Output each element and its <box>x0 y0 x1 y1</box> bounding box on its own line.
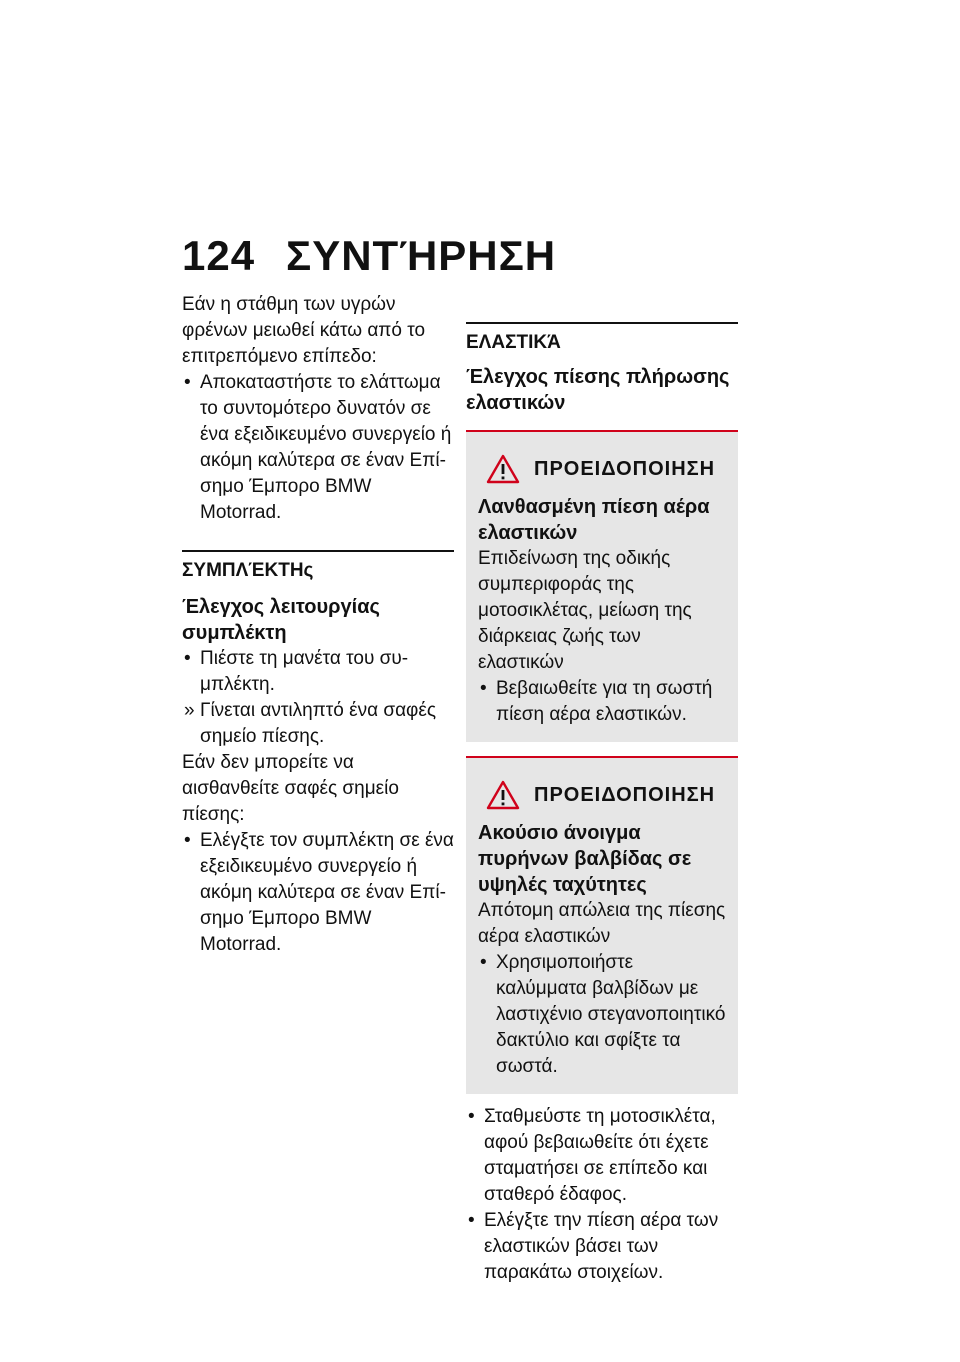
clutch-condition-bullets <box>182 828 454 958</box>
warning-header <box>478 454 726 484</box>
tyre-pressure-heading: Έλεγχος πίεσης πλήρωσης ελαστικών <box>466 366 730 414</box>
list-item: • Ελέγξτε τον συμπλέκτη σε ένα εξειδικευμένο συνεργείο ή ακόμη καλύτερα σε έναν Επίσημο Έμπορο BMW Motorrad. <box>184 830 454 955</box>
warning-box <box>466 756 738 1094</box>
right-column <box>466 292 738 1286</box>
tyre-check-steps <box>466 1104 738 1286</box>
brake-fluid-intro: Εάν η στάθμη των υγρών φρένων μειωθεί κάτω από το επιτρεπόμενο επίπεδο: <box>182 294 426 367</box>
page-title: ΣΥΝΤΉΡΗΣΗ <box>286 232 557 279</box>
clutch-condition: Εάν δεν μπορείτε να αισθανθείτε σαφές σημείο πίεσης: <box>182 752 399 825</box>
warning-subtitle: Λανθασμένη πίεση αέρα ελαστικών <box>478 496 710 544</box>
clutch-steps <box>182 646 454 750</box>
warning-body: Απότομη απώλεια της πίεσης αέρα ελαστικών <box>478 900 726 947</box>
warning-triangle-icon <box>486 454 520 484</box>
warning-title: ΠΡΟΕΙΔΟΠΟΙΗΣΗ <box>534 458 716 480</box>
warning-title: ΠΡΟΕΙΔΟΠΟΙΗΣΗ <box>534 784 716 806</box>
warning-bullets <box>478 676 726 728</box>
list-item: • Ελέγξτε την πίεση αέρα των ελαστικών βάσει των παρακάτω στοιχείων. <box>468 1210 719 1283</box>
page-number: 124 <box>182 232 256 279</box>
clutch-section-heading: ΣΥΜΠΛΈΚΤΗς <box>182 560 314 581</box>
list-item: • Σταθμεύστε τη μοτοσικλέτα, αφού βεβαιωθείτε ότι έχετε σταματήσει σε επίπεδο και σταθερό έδαφος. <box>468 1106 716 1205</box>
warning-bullets <box>478 950 726 1080</box>
warning-header <box>478 780 726 810</box>
list-item: • Αποκαταστήστε το ελάττωμα το συντομότερο δυνατόν σε ένα εξειδικευμένο συνεργείο ή ακόμη καλύτερα σε έναν Επίσημο Έμπορο BMW Motorrad. <box>184 372 452 523</box>
warning-triangle-icon <box>486 780 520 810</box>
left-column <box>182 292 454 958</box>
list-item: • Πιέστε τη μανέτα του συμπλέκτη. <box>184 648 409 695</box>
tyres-section-heading: ΕΛΑΣΤΙΚΆ <box>466 332 561 353</box>
brake-fluid-bullets <box>182 370 454 526</box>
warning-body: Επιδείνωση της οδικής συμπεριφοράς της μοτοσικλέτας, μείωση της διάρκειας ζωής των ελαστικών <box>478 548 692 673</box>
clutch-check-heading: Έλεγχος λειτουργίας συμπλέκτη <box>182 596 380 644</box>
warning-subtitle: Ακούσιο άνοιγμα πυρήνων βαλβίδας σε υψηλές ταχύτητες <box>478 822 692 896</box>
list-item: » Γίνεται αντιληπτό ένα σαφές σημείο πίεσης. <box>184 700 437 747</box>
warning-box <box>466 430 738 742</box>
list-item: • Βεβαιωθείτε για τη σωστή πίεση αέρα ελαστικών. <box>480 678 713 725</box>
list-item: • Χρησιμοποιήστε καλύμματα βαλβίδων με λαστιχένιο στεγανοποιητικό δακτύλιο και σφίξτε τα σωστά. <box>480 952 726 1077</box>
